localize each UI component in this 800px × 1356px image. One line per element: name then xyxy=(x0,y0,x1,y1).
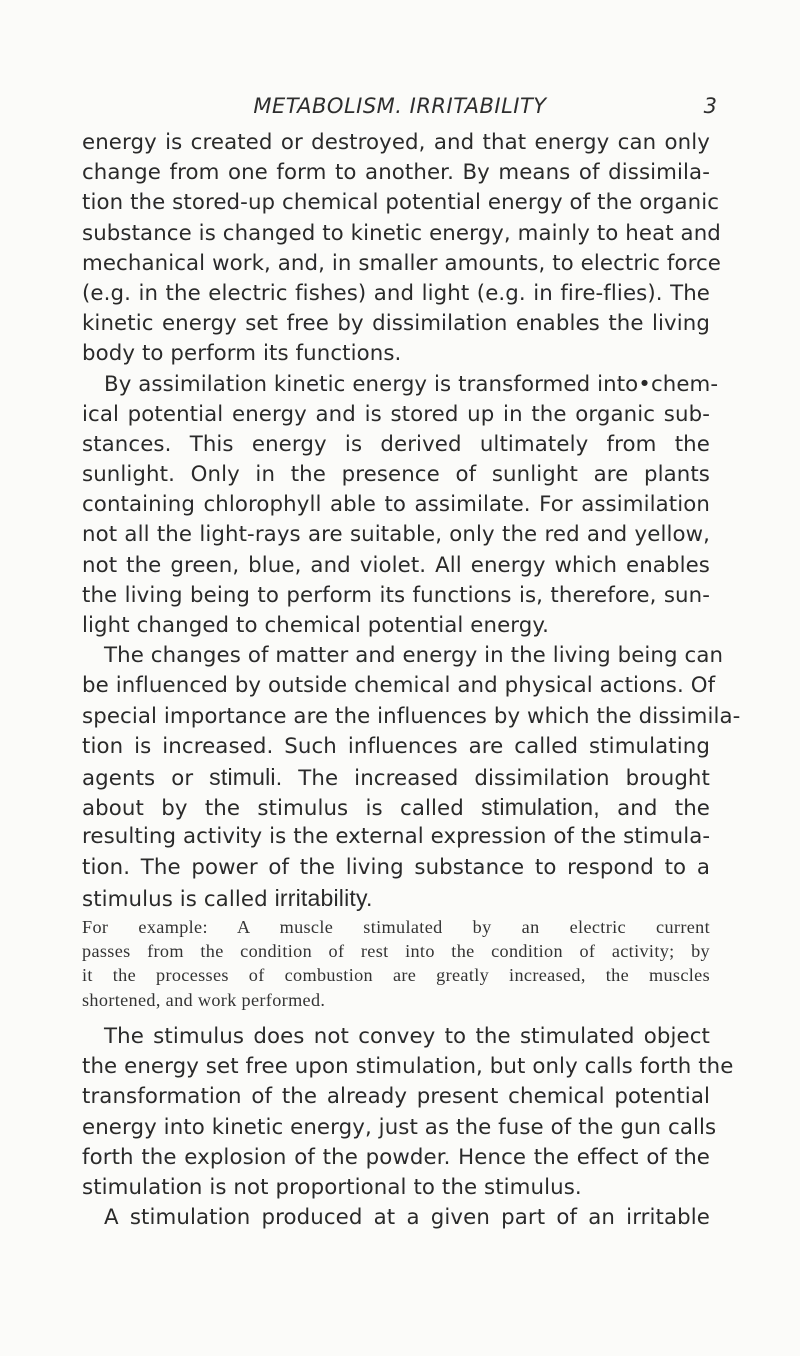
text-line: resulting activity is the external expression of the stimula- xyxy=(82,824,711,850)
text-line: A stimulation produced at a given part of an irritable xyxy=(104,1205,710,1231)
text-line: sunlight. Only in the presence of sunlight are plants xyxy=(82,462,710,488)
example-line: passes from the condition of rest into the condition of activity; by xyxy=(82,941,710,962)
text-line: energy is created or destroyed, and that energy can only xyxy=(82,130,710,155)
paragraph-stimulation-spread xyxy=(82,1203,710,1233)
page-header xyxy=(0,94,800,124)
example-line: shortened, and work performed. xyxy=(82,989,326,1010)
text-line: kinetic energy set free by dissimilation enables the living xyxy=(82,311,710,337)
text-span: agents or xyxy=(82,765,210,791)
text-line: By assimilation kinetic energy is transformed into•chem- xyxy=(104,371,719,397)
text-line: stances. This energy is derived ultimately from the xyxy=(82,431,710,457)
text-line: The changes of matter and energy in the living being can xyxy=(104,643,724,669)
page-number: 3 xyxy=(703,94,717,118)
body-text xyxy=(82,128,741,1233)
text-line: light changed to chemical potential energy. xyxy=(82,613,549,638)
example-line: For example: A muscle stimulated by an electric current xyxy=(82,916,710,937)
text-line: tion is increased. Such influences are called stimulating xyxy=(82,733,710,759)
text-line: transformation of the already present chemical potential xyxy=(82,1084,710,1110)
text-line: forth the explosion of the powder. Hence the effect of the xyxy=(82,1144,710,1170)
text-line: energy into kinetic energy, just as the fuse of the gun calls xyxy=(82,1114,717,1140)
text-span: stimulus is called xyxy=(82,886,275,912)
text-line: the living being to perform its functions is, therefore, sun- xyxy=(82,582,710,608)
term-stimuli: stimuli. xyxy=(209,763,283,790)
example-block xyxy=(82,915,710,1012)
text-line: (e.g. in the electric fishes) and light (e.g. in fire-flies). The xyxy=(82,280,710,306)
text-line: not all the light-rays are suitable, only the red and yellow, xyxy=(82,522,710,548)
paragraph-stimuli xyxy=(82,641,741,913)
text-line: special importance are the influences by which the dissimila- xyxy=(82,703,741,729)
text-span: and the xyxy=(599,796,711,822)
text-line: the energy set free upon stimulation, but only calls forth the xyxy=(82,1054,734,1080)
term-stimulation: stimulation, xyxy=(481,794,600,821)
text-span: about by the stimulus is called xyxy=(82,796,482,822)
text-line: be influenced by outside chemical and physical actions. Of xyxy=(82,673,716,699)
text-line xyxy=(82,883,710,913)
text-line: substance is changed to kinetic energy, mainly to heat and xyxy=(82,220,721,246)
text-line: tion the stored-up chemical potential energy of the organic xyxy=(82,190,720,216)
running-head: METABOLISM. IRRITABILITY xyxy=(253,94,547,118)
text-line xyxy=(82,792,710,822)
text-line: containing chlorophyll able to assimilate. For assimilation xyxy=(82,492,710,518)
paragraph-energy-conservation xyxy=(82,128,722,370)
text-line: body to perform its functions. xyxy=(82,341,402,367)
text-line: change from one form to another. By means of dissimila- xyxy=(82,160,710,186)
text-line: ical potential energy and is stored up in the organic sub- xyxy=(82,401,710,427)
text-line xyxy=(82,762,710,792)
text-line: tion. The power of the living substance to respond to a xyxy=(82,854,710,880)
paragraph-assimilation xyxy=(82,370,719,642)
text-line: stimulation is not proportional to the stimulus. xyxy=(82,1175,582,1200)
paragraph-stimulus-effect xyxy=(82,1022,734,1203)
text-line: mechanical work, and, in smaller amounts, to electric force xyxy=(82,250,722,276)
example-line: it the processes of combustion are greatly increased, the muscles xyxy=(82,965,710,986)
text-line: The stimulus does not convey to the stimulated object xyxy=(104,1024,710,1050)
text-line: not the green, blue, and violet. All energy which enables xyxy=(82,552,710,578)
text-span: The increased dissimilation brought xyxy=(282,765,710,791)
term-irritability: irritability. xyxy=(274,884,373,911)
